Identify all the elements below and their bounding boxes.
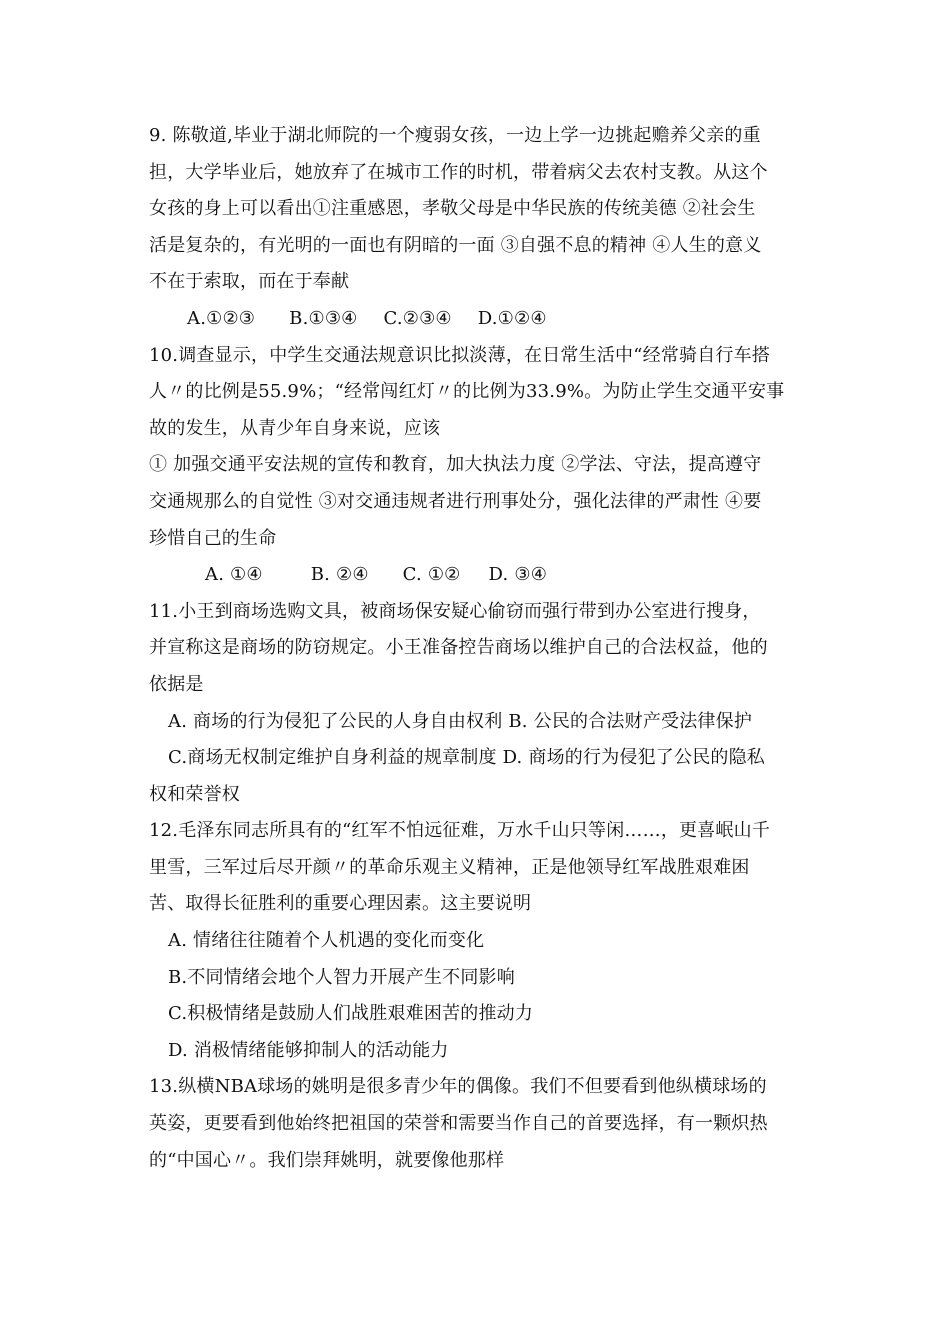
question-text-line: 不在于索取，而在于奉献 <box>149 271 350 293</box>
option-c: C.②③④ <box>383 307 452 329</box>
question-text-line: 苦、取得长征胜利的重要心理因素。这主要说明 <box>149 893 532 915</box>
option-a: A.①②③ <box>187 307 256 329</box>
question-text-line: 故的发生，从青少年自身来说，应该 <box>149 417 441 439</box>
answer-options <box>149 301 804 338</box>
question-text-line: 10.调查显示，中学生交通法规意识比拟淡薄，在日常生活中“经常骑自行车搭 <box>149 344 771 366</box>
option-d: D. 消极情绪能够抑制人的活动能力 <box>168 1039 449 1061</box>
question-13 <box>149 1069 804 1179</box>
option-d: D.①②④ <box>477 307 547 329</box>
option-a: A. 情绪往往随着个人机遇的变化而变化 <box>168 930 485 952</box>
option-b: B.不同情绪会地个人智力开展产生不同影响 <box>168 966 515 988</box>
option-b: B. ②④ <box>310 564 369 586</box>
question-text-line: ① 加强交通平安法规的宣传和教育，加大执法力度 ②学法、守法，提高遵守 <box>149 454 762 476</box>
question-text-line: 的“中国心〃。我们崇拜姚明，就要像他那样 <box>149 1149 505 1171</box>
question-text-line: 依据是 <box>149 673 204 695</box>
question-text-line: 担，大学毕业后，她放弃了在城市工作的时机，带着病父去农村支教。从这个 <box>149 161 768 183</box>
option-b: B.①③④ <box>289 307 358 329</box>
question-text-line: 9. 陈敬道,毕业于湖北师院的一个瘦弱女孩，一边上学一边挑起赡养父亲的重 <box>149 125 761 146</box>
question-9 <box>149 118 804 338</box>
answer-option-tail: 权和荣誉权 <box>149 783 240 805</box>
option-c: C.积极情绪是鼓励人们战胜艰难困苦的推动力 <box>168 1003 534 1025</box>
question-text-line: 活是复杂的，有光明的一面也有阴暗的一面 ③自强不息的精神 ④人生的意义 <box>149 234 762 256</box>
question-text-line: 英姿，更要看到他始终把祖国的荣誉和需要当作自己的首要选择，有一颗炽热 <box>149 1113 768 1135</box>
exam-page <box>149 118 804 1179</box>
question-text-line: 女孩的身上可以看出①注重感恩，孝敬父母是中华民族的传统美德 ②社会生 <box>149 198 756 220</box>
option-d: D. ③④ <box>488 564 548 586</box>
question-text-line: 交通规那么的自觉性 ③对交通违规者进行刑事处分，强化法律的严肃性 ④要 <box>149 490 762 512</box>
question-text-line: 并宣称这是商场的防窃规定。小王准备控告商场以维护自己的合法权益，他的 <box>149 637 768 659</box>
option-a: A. ①④ <box>205 564 263 586</box>
question-text-line: 11.小王到商场选购文具，被商场保安疑心偷窃而强行带到办公室进行搜身， <box>149 600 761 622</box>
question-text-line: 人〃的比例是55.9%；“经常闯红灯〃的比例为33.9%。为防止学生交通平安事 <box>149 381 785 403</box>
question-10 <box>149 338 804 594</box>
answer-option-line: C.商场无权制定维护自身利益的规章制度 D. 商场的行为侵犯了公民的隐私 <box>168 747 766 769</box>
answer-options <box>149 557 804 594</box>
question-11 <box>149 594 804 814</box>
question-text-line: 12.毛泽东同志所具有的“红军不怕远征难，万水千山只等闲……，更喜岷山千 <box>149 820 771 842</box>
option-c: C. ①② <box>402 564 461 586</box>
question-text-line: 13.纵横NBA球场的姚明是很多青少年的偶像。我们不但要看到他纵横球场的 <box>149 1076 767 1098</box>
question-text-line: 里雪，三军过后尽开颜〃的革命乐观主义精神，正是他领导红军战胜艰难困 <box>149 856 750 878</box>
question-12 <box>149 813 804 1069</box>
answer-option-line: A. 商场的行为侵犯了公民的人身自由权利 B. 公民的合法财产受法律保护 <box>168 710 753 732</box>
question-text-line: 珍惜自己的生命 <box>149 527 277 549</box>
